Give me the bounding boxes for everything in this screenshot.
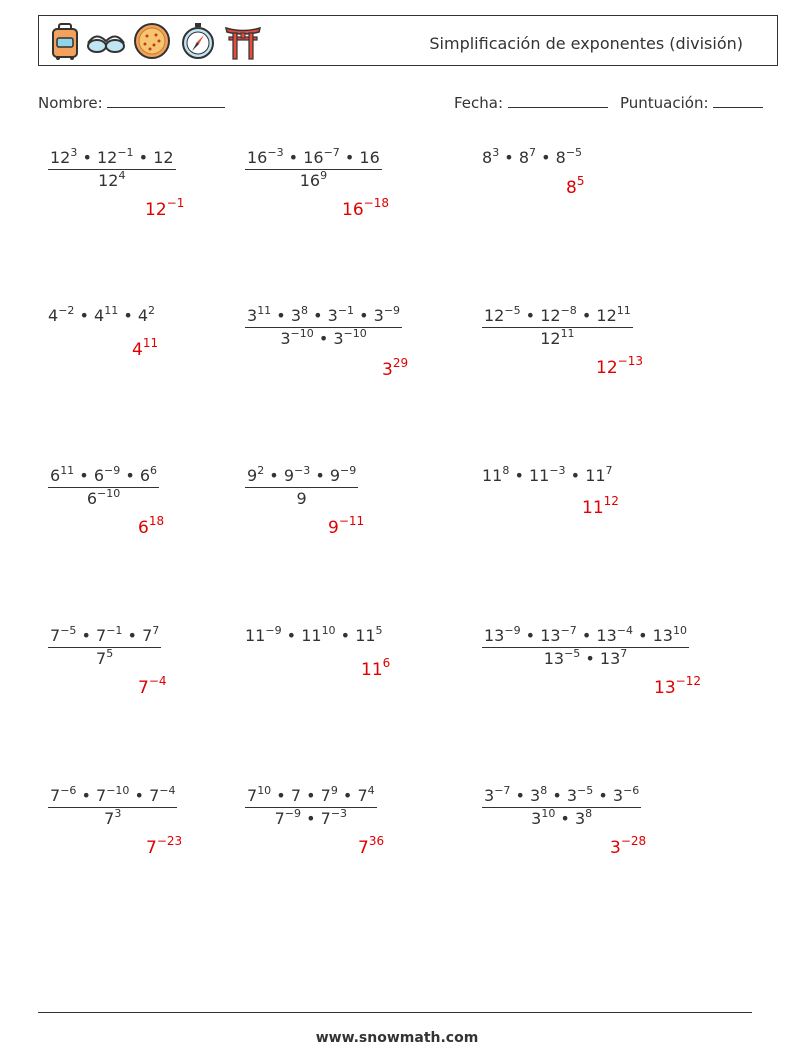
multiply-dot: •	[525, 626, 536, 645]
exponent: −3	[330, 807, 348, 820]
exponent: −9	[383, 304, 401, 317]
base: 6	[139, 466, 151, 485]
date-label: Fecha:	[454, 94, 504, 112]
base: 3	[574, 809, 586, 828]
numerator	[245, 466, 358, 485]
multiply-dot: •	[525, 306, 536, 325]
problem-8	[245, 466, 358, 508]
denominator	[48, 649, 161, 668]
numerator	[482, 626, 689, 645]
multiply-dot: •	[306, 809, 316, 828]
pizza-icon	[132, 21, 172, 61]
base: 7	[274, 809, 285, 828]
exponent: −5	[564, 647, 581, 660]
denominator	[48, 171, 176, 190]
answer-8	[328, 514, 365, 538]
problem-12	[482, 626, 689, 668]
exponent: 11	[257, 304, 272, 317]
sunglasses-icon	[86, 21, 126, 61]
name-label: Nombre:	[38, 94, 103, 112]
exponent: −6	[623, 784, 640, 797]
exponent: 8	[301, 304, 308, 317]
problem-2	[245, 148, 382, 190]
base: 4	[94, 306, 105, 325]
base: 7	[290, 786, 301, 805]
footer-url: www.snowmath.com	[315, 1030, 479, 1046]
problem-11	[245, 626, 383, 645]
answer-base: 6	[138, 518, 149, 538]
exponent: −5	[577, 784, 594, 797]
fraction-bar	[48, 807, 177, 808]
multiply-dot: •	[276, 306, 286, 325]
fraction	[48, 148, 176, 190]
base: 12	[50, 148, 71, 167]
base: 13	[540, 626, 561, 645]
problem-10	[48, 626, 161, 668]
multiply-dot: •	[344, 148, 355, 167]
multiply-dot: •	[359, 306, 369, 325]
answer-base: 12	[596, 358, 618, 378]
problem-6	[482, 306, 633, 348]
answer-base: 12	[145, 200, 167, 220]
multiply-dot: •	[570, 466, 581, 485]
base: 8	[555, 148, 566, 167]
base: 13	[596, 626, 617, 645]
problem-9	[482, 466, 613, 485]
multiply-dot: •	[585, 649, 595, 668]
numerator	[482, 306, 633, 325]
exponent: −5	[565, 146, 583, 159]
answer-3	[566, 174, 585, 198]
exponent: −10	[343, 327, 367, 340]
base: 4	[48, 306, 59, 325]
multiply-dot: •	[127, 626, 137, 645]
answer-2	[342, 196, 389, 220]
answer-base: 4	[132, 340, 143, 360]
base: 12	[540, 329, 561, 348]
base: 11	[585, 466, 606, 485]
answer-14	[358, 834, 385, 858]
fraction	[48, 466, 159, 508]
base: 13	[484, 626, 505, 645]
base: 3	[612, 786, 624, 805]
denominator	[482, 649, 689, 668]
answer-9	[582, 494, 619, 518]
name-field	[38, 93, 225, 112]
answer-base: 9	[328, 518, 339, 538]
fraction-bar	[482, 647, 689, 648]
footer-divider	[38, 1012, 752, 1013]
multiply-dot: •	[342, 786, 353, 805]
answer-base: 7	[146, 838, 157, 858]
answer-1	[145, 196, 185, 220]
answer-base: 8	[566, 178, 577, 198]
answer-base: 7	[358, 838, 369, 858]
exponent: −5	[60, 624, 77, 637]
answer-7	[138, 514, 165, 538]
base: 7	[247, 786, 258, 805]
exponent: −7	[494, 784, 511, 797]
fraction-bar	[245, 327, 402, 328]
fraction	[48, 786, 177, 828]
exponent: −1	[337, 304, 355, 317]
base: 3	[247, 306, 258, 325]
base: 8	[518, 148, 529, 167]
exponent: −2	[58, 304, 75, 317]
base: 16	[303, 148, 324, 167]
base: 16	[359, 148, 380, 167]
header-box	[38, 15, 778, 66]
answer-exponent: 18	[148, 514, 165, 528]
denominator	[482, 809, 641, 828]
answer-exponent: 36	[368, 834, 385, 848]
multiply-dot: •	[598, 786, 608, 805]
exponent: 10	[257, 784, 272, 797]
exponent: 10	[541, 807, 556, 820]
exponent: −6	[60, 784, 77, 797]
base: 7	[320, 809, 331, 828]
base: 11	[482, 466, 503, 485]
base: 8	[482, 148, 493, 167]
exponent: 3	[114, 807, 122, 820]
exponent: −9	[284, 807, 301, 820]
answer-exponent: 5	[576, 174, 585, 188]
exponent: −10	[290, 327, 314, 340]
exponent: 11	[104, 304, 119, 317]
problem-1	[48, 148, 176, 190]
denominator	[48, 809, 177, 828]
multiply-dot: •	[81, 626, 91, 645]
answer-5	[382, 356, 409, 380]
answer-exponent: 11	[142, 336, 159, 350]
exponent: −7	[323, 146, 340, 159]
multiply-dot: •	[560, 809, 570, 828]
denominator	[482, 329, 633, 348]
answer-exponent: 6	[382, 656, 391, 670]
exponent: 2	[257, 464, 265, 477]
base: 3	[333, 329, 344, 348]
multiply-dot: •	[286, 626, 297, 645]
exponent: −3	[294, 464, 311, 477]
exponent: −1	[106, 624, 123, 637]
fraction	[245, 148, 382, 190]
answer-exponent: −18	[363, 196, 389, 210]
compass-icon	[178, 21, 218, 61]
expression	[245, 626, 383, 645]
numerator	[245, 148, 382, 167]
exponent: 6	[150, 464, 158, 477]
multiply-dot: •	[318, 329, 329, 348]
exponent: 7	[620, 647, 628, 660]
answer-base: 3	[610, 838, 621, 858]
multiply-dot: •	[306, 786, 316, 805]
multiply-dot: •	[581, 626, 592, 645]
base: 4	[137, 306, 149, 325]
fraction-bar	[48, 647, 161, 648]
base: 3	[530, 786, 541, 805]
multiply-dot: •	[81, 786, 91, 805]
multiply-dot: •	[79, 306, 89, 325]
answer-4	[132, 336, 159, 360]
multiply-dot: •	[515, 786, 525, 805]
multiply-dot: •	[125, 466, 135, 485]
score-blank[interactable]	[713, 93, 763, 108]
base: 3	[290, 306, 301, 325]
name-blank[interactable]	[107, 93, 225, 108]
numerator	[482, 786, 641, 805]
base: 6	[86, 489, 97, 508]
base: 11	[301, 626, 322, 645]
fraction-bar	[482, 327, 633, 328]
base: 7	[142, 626, 153, 645]
multiply-dot: •	[138, 148, 149, 167]
base: 3	[280, 329, 291, 348]
base: 16	[247, 148, 268, 167]
base: 16	[299, 171, 321, 190]
problem-15	[482, 786, 641, 828]
fraction-bar	[245, 487, 358, 488]
numerator	[48, 786, 177, 805]
exponent: 11	[616, 304, 631, 317]
answer-base: 3	[382, 360, 393, 380]
base: 12	[96, 148, 118, 167]
base: 3	[327, 306, 338, 325]
exponent: 8	[585, 807, 593, 820]
multiply-dot: •	[79, 466, 89, 485]
exponent: −7	[560, 624, 577, 637]
exponent: 7	[605, 464, 613, 477]
base: 7	[96, 626, 107, 645]
fraction-bar	[48, 169, 176, 170]
exponent: −3	[267, 146, 284, 159]
exponent: −8	[560, 304, 577, 317]
answer-base: 13	[654, 678, 676, 698]
exponent: 3	[492, 146, 500, 159]
exponent: 10	[672, 624, 687, 637]
base: 12	[153, 148, 174, 167]
base: 7	[96, 786, 107, 805]
expression	[482, 148, 582, 167]
base: 7	[357, 786, 368, 805]
problem-4	[48, 306, 155, 325]
base: 7	[320, 786, 331, 805]
denominator	[245, 489, 358, 508]
multiply-dot: •	[552, 786, 562, 805]
numerator	[48, 626, 161, 645]
exponent: 8	[540, 784, 548, 797]
base: 9	[329, 466, 341, 485]
answer-15	[610, 834, 647, 858]
multiply-dot: •	[134, 786, 144, 805]
exponent: −9	[504, 624, 521, 637]
numerator	[48, 148, 176, 167]
denominator	[245, 171, 382, 190]
base: 7	[149, 786, 160, 805]
base: 12	[484, 306, 505, 325]
exponent: −4	[616, 624, 633, 637]
answer-exponent: −4	[148, 674, 167, 688]
problem-5	[245, 306, 402, 348]
exponent: 4	[367, 784, 375, 797]
exponent: −1	[117, 146, 134, 159]
multiply-dot: •	[504, 148, 514, 167]
answer-exponent: −23	[156, 834, 183, 848]
multiply-dot: •	[276, 786, 286, 805]
torii-gate-icon	[223, 21, 263, 61]
base: 11	[355, 626, 376, 645]
exponent: 11	[560, 327, 575, 340]
base: 13	[652, 626, 673, 645]
base: 13	[599, 649, 621, 668]
exponent: 9	[320, 169, 328, 182]
answer-base: 16	[342, 200, 364, 220]
exponent: 9	[330, 784, 338, 797]
denominator	[245, 809, 377, 828]
exponent: 10	[321, 624, 336, 637]
exponent: −9	[104, 464, 121, 477]
numerator	[48, 466, 159, 485]
answer-6	[596, 354, 643, 378]
multiply-dot: •	[288, 148, 299, 167]
answer-10	[138, 674, 167, 698]
multiply-dot: •	[638, 626, 648, 645]
multiply-dot: •	[313, 306, 323, 325]
exponent: 3	[70, 146, 78, 159]
fraction-bar	[245, 807, 377, 808]
problem-13	[48, 786, 177, 828]
base: 12	[540, 306, 561, 325]
denominator	[245, 329, 402, 348]
problem-14	[245, 786, 377, 828]
answer-base: 7	[138, 678, 149, 698]
multiply-dot: •	[581, 306, 592, 325]
multiply-dot: •	[340, 626, 351, 645]
numerator	[245, 306, 402, 325]
exponent: 7	[152, 624, 160, 637]
answer-exponent: −11	[338, 514, 365, 528]
exponent: −3	[549, 464, 566, 477]
expression	[48, 306, 155, 325]
numerator	[245, 786, 377, 805]
answer-11	[361, 656, 391, 680]
exponent: −4	[159, 784, 176, 797]
base: 9	[296, 489, 307, 508]
answer-base: 11	[361, 660, 383, 680]
base: 6	[93, 466, 104, 485]
base: 13	[543, 649, 565, 668]
fraction	[482, 306, 633, 348]
fraction	[482, 626, 689, 668]
base: 3	[566, 786, 578, 805]
date-field	[454, 93, 608, 112]
base: 6	[50, 466, 61, 485]
exponent: −9	[340, 464, 357, 477]
multiply-dot: •	[541, 148, 551, 167]
base: 7	[96, 649, 107, 668]
answer-exponent: −13	[617, 354, 643, 368]
base: 3	[373, 306, 384, 325]
denominator	[48, 489, 159, 508]
base: 7	[50, 786, 61, 805]
multiply-dot: •	[269, 466, 279, 485]
problem-7	[48, 466, 159, 508]
answer-exponent: −28	[620, 834, 647, 848]
exponent: 5	[106, 647, 114, 660]
exponent: −10	[106, 784, 130, 797]
problem-3	[482, 148, 582, 167]
fraction	[245, 466, 358, 508]
exponent: 2	[148, 304, 156, 317]
answer-base: 11	[582, 498, 604, 518]
fraction	[245, 786, 377, 828]
base: 9	[283, 466, 294, 485]
exponent: 11	[60, 464, 75, 477]
exponent: 5	[375, 624, 383, 637]
exponent: −10	[97, 487, 121, 500]
page-title: Simplificación de exponentes (división)	[429, 34, 743, 53]
base: 3	[531, 809, 542, 828]
fraction-bar	[245, 169, 382, 170]
fraction-bar	[482, 807, 641, 808]
multiply-dot: •	[82, 148, 92, 167]
base: 11	[528, 466, 550, 485]
base: 3	[484, 786, 495, 805]
multiply-dot: •	[514, 466, 524, 485]
fraction	[48, 626, 161, 668]
answer-exponent: 12	[603, 494, 619, 508]
exponent: 7	[529, 146, 536, 159]
answer-exponent: 29	[392, 356, 409, 370]
multiply-dot: •	[315, 466, 325, 485]
base: 9	[247, 466, 258, 485]
expression	[482, 466, 613, 485]
fraction	[482, 786, 641, 828]
date-blank[interactable]	[508, 93, 608, 108]
exponent: 8	[502, 464, 510, 477]
base: 12	[596, 306, 617, 325]
score-label: Puntuación:	[620, 94, 709, 112]
answer-exponent: −1	[166, 196, 185, 210]
exponent: 4	[118, 169, 126, 182]
answer-13	[146, 834, 183, 858]
score-field	[620, 93, 763, 112]
answer-12	[654, 674, 701, 698]
multiply-dot: •	[123, 306, 133, 325]
answer-exponent: −12	[675, 674, 701, 688]
base: 7	[104, 809, 115, 828]
exponent: −9	[265, 624, 282, 637]
fraction	[245, 306, 402, 348]
luggage-icon	[45, 21, 85, 61]
exponent: −5	[504, 304, 521, 317]
base: 7	[50, 626, 61, 645]
base: 11	[245, 626, 266, 645]
base: 12	[98, 171, 119, 190]
